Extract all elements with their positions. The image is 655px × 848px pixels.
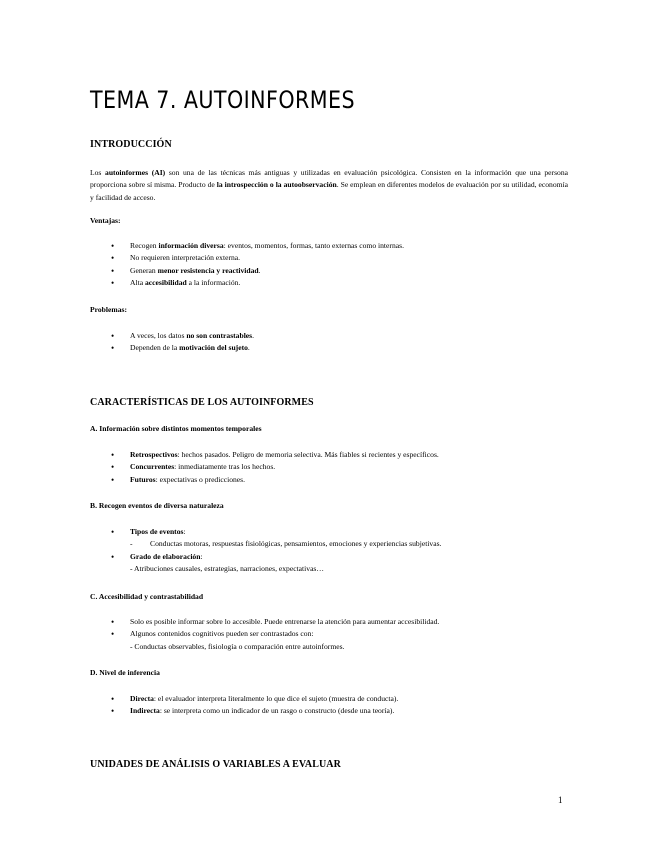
list-item [90, 628, 439, 653]
list-item [90, 474, 439, 486]
item-text: a la información. [186, 278, 241, 288]
item-text: : hechos pasados. Peligro de memoria selectiva. Más fiables si recientes y específicos. [177, 450, 439, 459]
item-text: : expectativas o predicciones. [155, 474, 246, 484]
section-heading-introduccion: INTRODUCCIÓN [90, 139, 172, 150]
caracteristicas-d-list [90, 693, 398, 718]
item-bold: Grado de elaboración [130, 551, 201, 561]
item-text: Alta [130, 278, 145, 288]
item-bold: motivación del sujeto [179, 343, 248, 353]
item-bold: no son contrastables [186, 331, 253, 340]
item-text: . [258, 265, 261, 275]
item-text: : [183, 527, 186, 536]
intro-paragraph [90, 167, 568, 204]
subsection-heading-c: C. Accesibilidad y contrastabilidad [90, 592, 204, 601]
list-item [90, 342, 254, 354]
list-item [90, 705, 398, 717]
list-item [90, 693, 398, 705]
sub-item [130, 563, 441, 575]
list-item [90, 526, 441, 551]
sub-text: - Atribuciones causales, estrategias, narraciones, expectativas… [130, 564, 324, 574]
item-text: : el evaluador interpreta literalmente lo que dice el sujeto (muestra de conducta). [153, 694, 399, 703]
subsection-heading-d: D. Nivel de inferencia [90, 668, 160, 677]
list-item [90, 252, 404, 264]
intro-text-3: . Se emplean en diferentes modelos de evaluación por su utilidad, economía y facilidad de acceso. [90, 180, 569, 202]
item-text: : se interpreta como un indicador de un rasgo o constructo (desde una teoría). [159, 706, 395, 716]
intro-text-2: son una de las técnicas más antiguas y utilizadas en evaluación psicológica. Consisten en la información que una persona proporciona sobre sí misma. Producto de [90, 168, 568, 190]
item-bold: Retrospectivos [130, 450, 178, 459]
item-text: A veces, los datos [130, 331, 187, 340]
item-text: : inmediatamente tras los hechos. [174, 462, 276, 472]
list-item [90, 330, 254, 342]
item-text: Generan [130, 265, 158, 275]
item-bold: Indirecta [130, 706, 160, 716]
sub-item [130, 538, 441, 550]
caracteristicas-a-list [90, 449, 439, 486]
list-item [90, 240, 404, 252]
intro-text-1: Los [90, 168, 106, 177]
list-item [90, 277, 404, 289]
item-bold: menor resistencia y reactividad [157, 265, 259, 275]
ventajas-heading: Ventajas: [90, 216, 121, 225]
sub-text: - Conductas observables, fisiología o comparación entre autoinformes. [130, 641, 345, 651]
page-number: 1 [558, 795, 563, 805]
sub-text: Conductas motoras, respuestas fisiológicas, pensamientos, emociones y experiencias subjetivas. [150, 539, 442, 549]
list-item [90, 551, 441, 576]
ventajas-list [90, 240, 404, 290]
subsection-heading-a: A. Información sobre distintos momentos temporales [90, 424, 262, 433]
item-text: : [200, 551, 203, 561]
document-title: TEMA 7. AUTOINFORMES [90, 86, 356, 114]
item-bold: información diversa [158, 241, 224, 250]
item-bold: Futuros [130, 474, 156, 484]
list-item [90, 616, 439, 628]
subsection-heading-b: B. Recogen eventos de diversa naturaleza [90, 501, 224, 510]
item-text: Recogen [130, 241, 159, 250]
item-text: Algunos contenidos cognitivos pueden ser contrastados con: [130, 629, 314, 639]
dash-marker: - [130, 539, 133, 549]
problemas-heading: Problemas: [90, 305, 127, 314]
item-text: . [252, 331, 255, 340]
item-text: . [247, 343, 250, 353]
section-heading-caracteristicas: CARACTERÍSTICAS DE LOS AUTOINFORMES [90, 397, 314, 408]
intro-bold-1: autoinformes (AI) [105, 168, 166, 177]
caracteristicas-b-list [90, 526, 441, 576]
item-text: Solo es posible informar sobre lo accesible. Puede entrenarse la atención para aumentar accesibilidad. [130, 617, 440, 626]
item-text: No requieren interpretación externa. [130, 253, 241, 263]
item-text: : eventos, momentos, formas, tanto externas como internas. [223, 241, 404, 250]
problemas-list [90, 330, 254, 355]
list-item [90, 449, 439, 461]
item-bold: accesibilidad [144, 278, 187, 288]
item-text: Dependen de la [130, 343, 180, 353]
sub-item [130, 641, 439, 653]
item-bold: Tipos de eventos [130, 527, 184, 536]
list-item [90, 461, 439, 473]
caracteristicas-c-list [90, 616, 439, 653]
list-item [90, 265, 404, 277]
section-heading-unidades: UNIDADES DE ANÁLISIS O VARIABLES A EVALUAR [90, 759, 341, 770]
item-bold: Concurrentes [130, 462, 175, 472]
intro-bold-2: la introspección o la autoobservación [216, 180, 337, 190]
item-bold: Directa [130, 694, 154, 703]
